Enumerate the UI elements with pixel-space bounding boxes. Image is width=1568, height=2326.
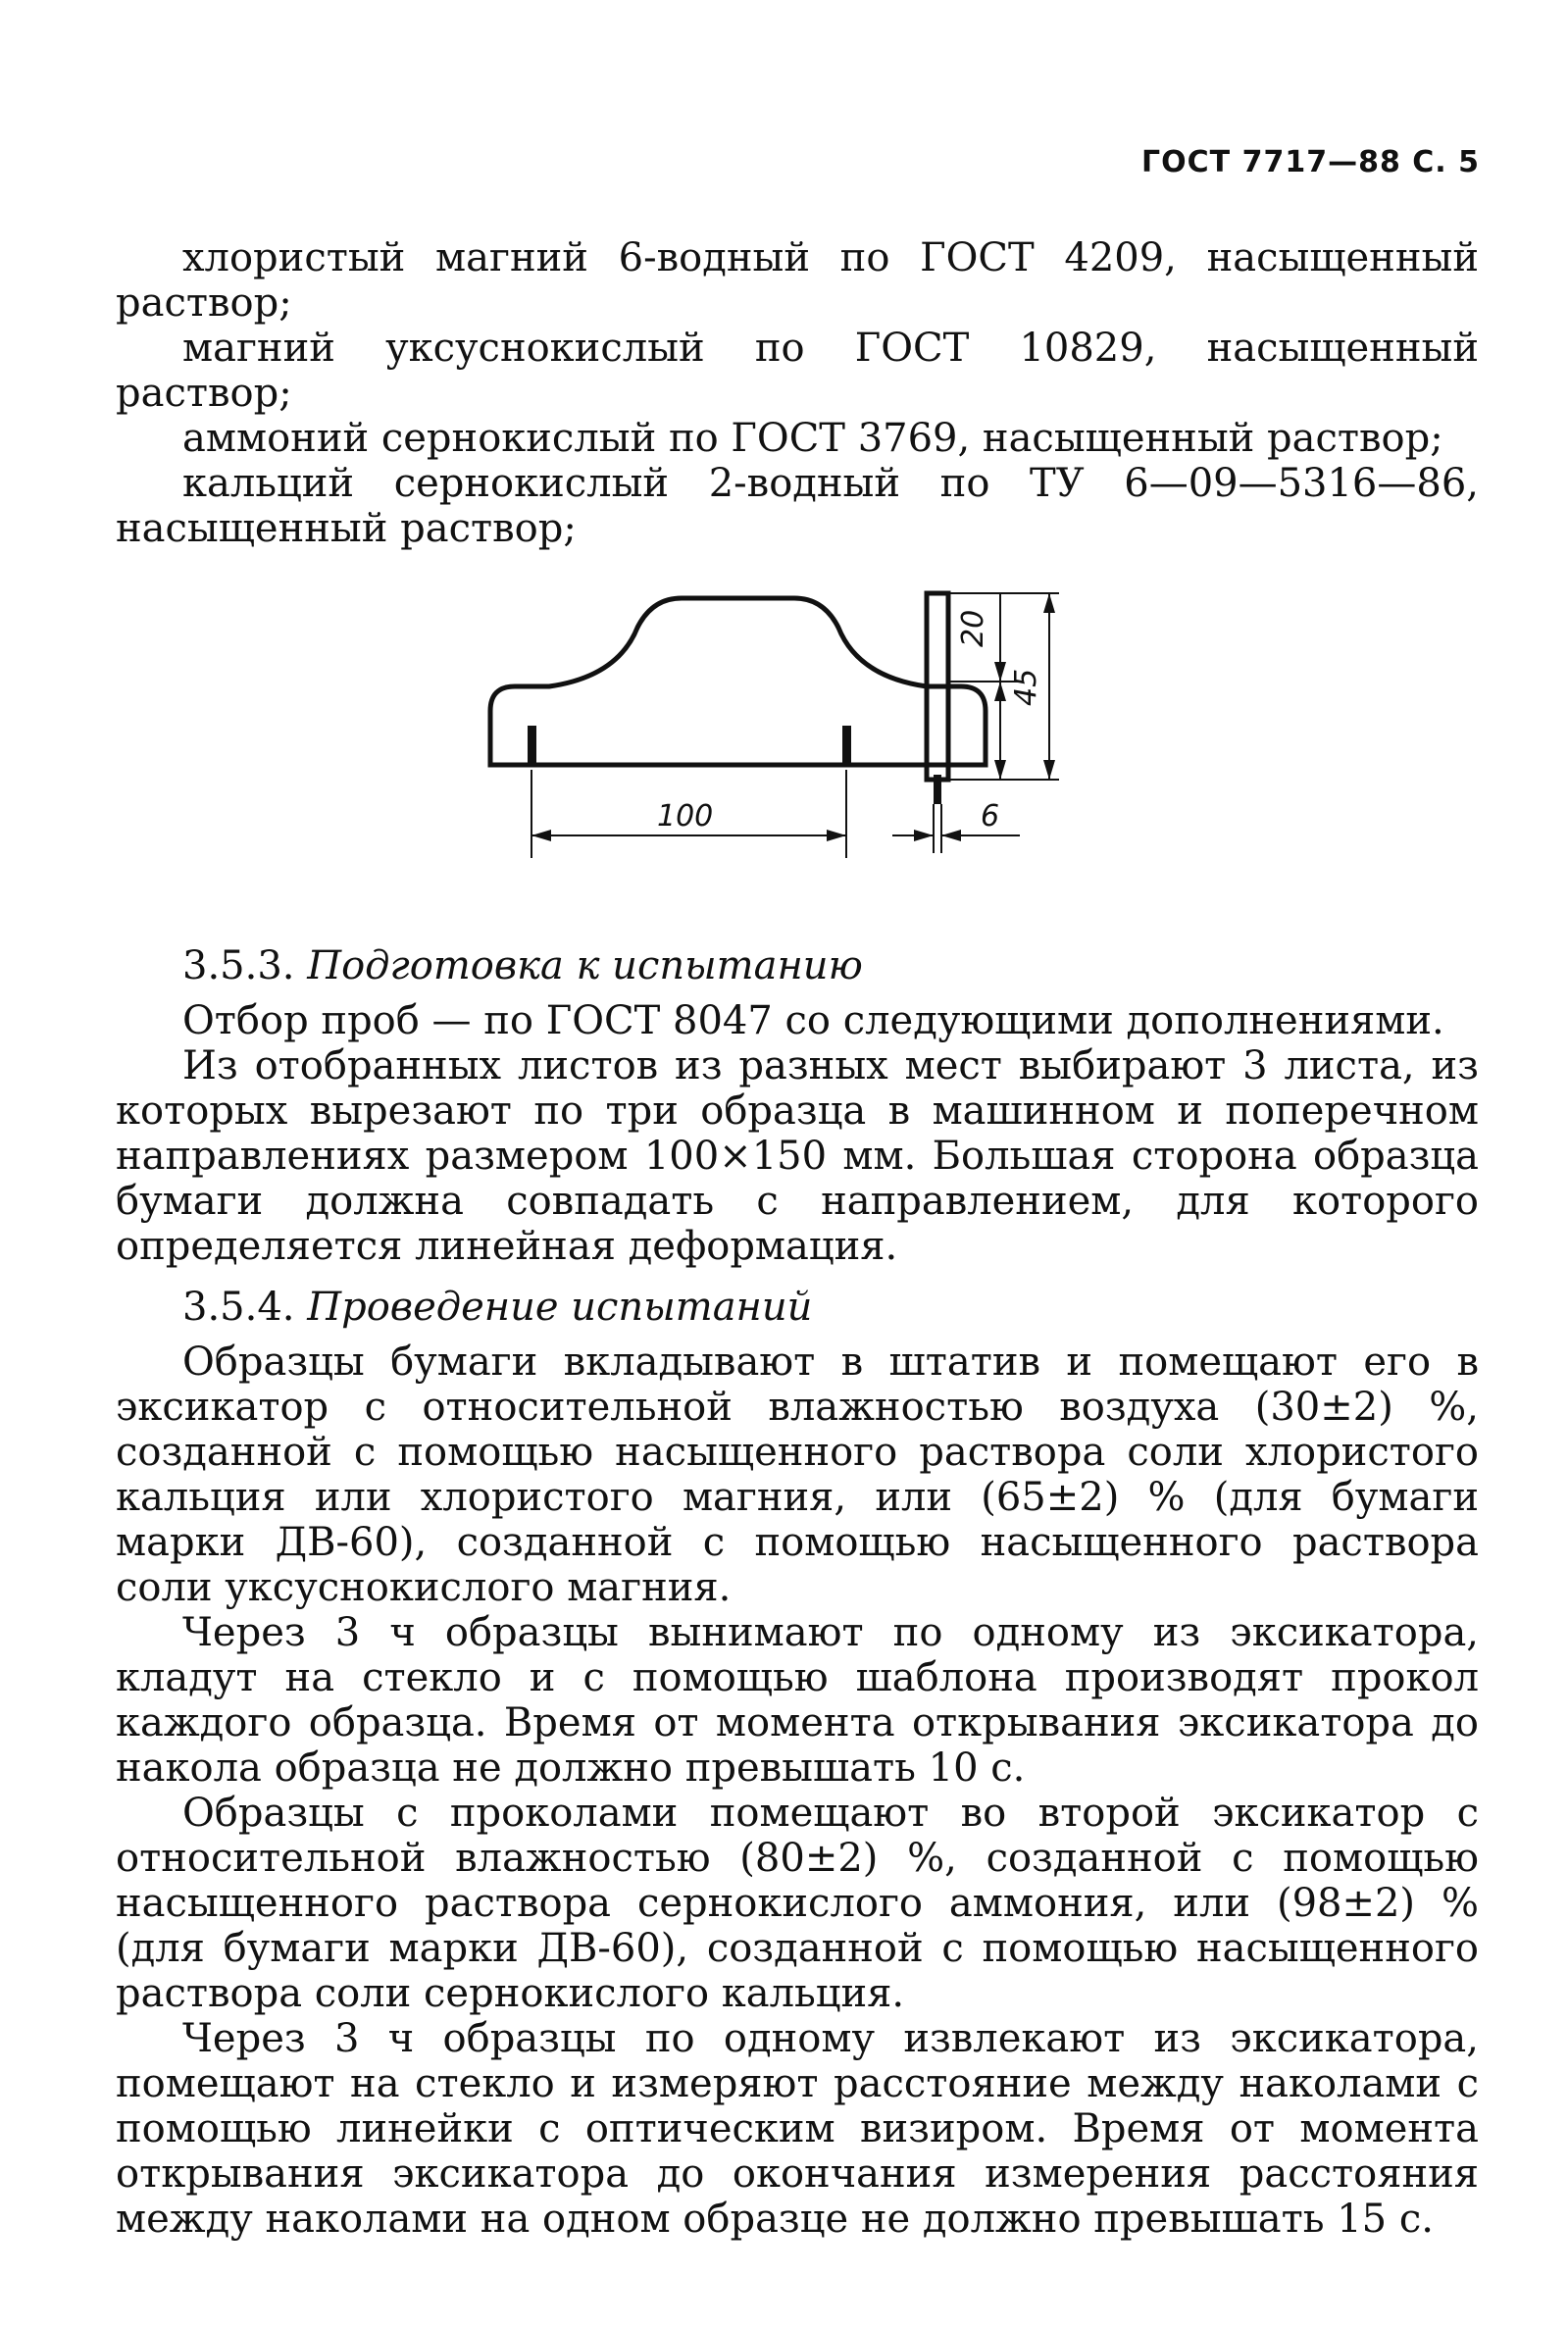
section-title: Проведение испытаний [307, 1285, 813, 1330]
paragraph: Через 3 ч образцы вынимают по одному из эксикатора, кладут на стекло и с помощью шаблона производят прокол каждого образца. Время от момента открывания эксикатора до накола образца не должно превышать 10 с. [116, 1610, 1479, 1791]
paragraph: Образцы бумаги вкладывают в штатив и помещают его в эксикатор с относительной влажностью воздуха (30±2) %, созданной с помощью насыщенного раствора соли хлористого кальция или хлористого магния, или (65±2) % (для бумаги марки ДВ-60), созданной с помощью насыщенного раствора соли уксуснокислого магния. [116, 1340, 1479, 1610]
section-title: Подготовка к испытанию [307, 943, 863, 988]
dim-height-total-label: 45 [1009, 668, 1043, 706]
reagent-list [116, 235, 1479, 551]
paragraph: Образцы с проколами помещают во второй эксикатор с относительной влажностью (80±2) %, созданной с помощью насыщенного раствора сернокислого аммония, или (98±2) % (для бумаги марки ДВ-60), созданной с помощью насыщенного раствора соли сернокислого кальция. [116, 1791, 1479, 2016]
reagent-item: магний уксуснокислый по ГОСТ 10829, насыщенный раствор; [116, 326, 1479, 416]
template-drawing [471, 569, 1138, 863]
dim-thickness-label: 6 [981, 799, 1000, 834]
paragraph: Из отобранных листов из разных мест выбирают 3 листа, из которых вырезают по три образца в машинном и поперечном направлениях размером 100×150 мм. Большая сторона образца бумаги должна совпадать с направлением, для которого определяется линейная деформация. [116, 1043, 1479, 1269]
paragraph: Через 3 ч образцы по одному извлекают из эксикатора, помещают на стекло и измеряют расстояние между наколами с помощью линейки с оптическим визиром. Время от момента открывания эксикатора до окончания измерения расстояния между наколами на одном образце не должно превышать 15 с. [116, 2016, 1479, 2242]
section-354-body [116, 1340, 1479, 2242]
page-header: ГОСТ 7717—88 С. 5 [1141, 145, 1480, 179]
paragraph: Отбор проб — по ГОСТ 8047 со следующими дополнениями. [182, 998, 1444, 1043]
needle-left [528, 726, 536, 765]
reagent-item: аммоний сернокислый по ГОСТ 3769, насыщенный раствор; [182, 416, 1443, 461]
section-heading-354 [182, 1285, 812, 1330]
template-drawing-svg [471, 569, 1138, 863]
dim-height-top-label: 20 [956, 609, 990, 647]
template-outline [490, 598, 986, 765]
reagent-item: хлористый магний 6-водный по ГОСТ 4209, насыщенный раствор; [116, 235, 1479, 326]
section-353-body [116, 998, 1479, 1269]
section-number: 3.5.4. [182, 1285, 295, 1330]
reagent-item: кальций сернокислый 2-водный по ТУ 6—09—5316—86, насыщенный раствор; [116, 461, 1479, 551]
section-number: 3.5.3. [182, 943, 295, 988]
section-heading-353 [182, 943, 863, 988]
dim-length-label: 100 [657, 799, 714, 834]
needle-right [842, 726, 851, 765]
